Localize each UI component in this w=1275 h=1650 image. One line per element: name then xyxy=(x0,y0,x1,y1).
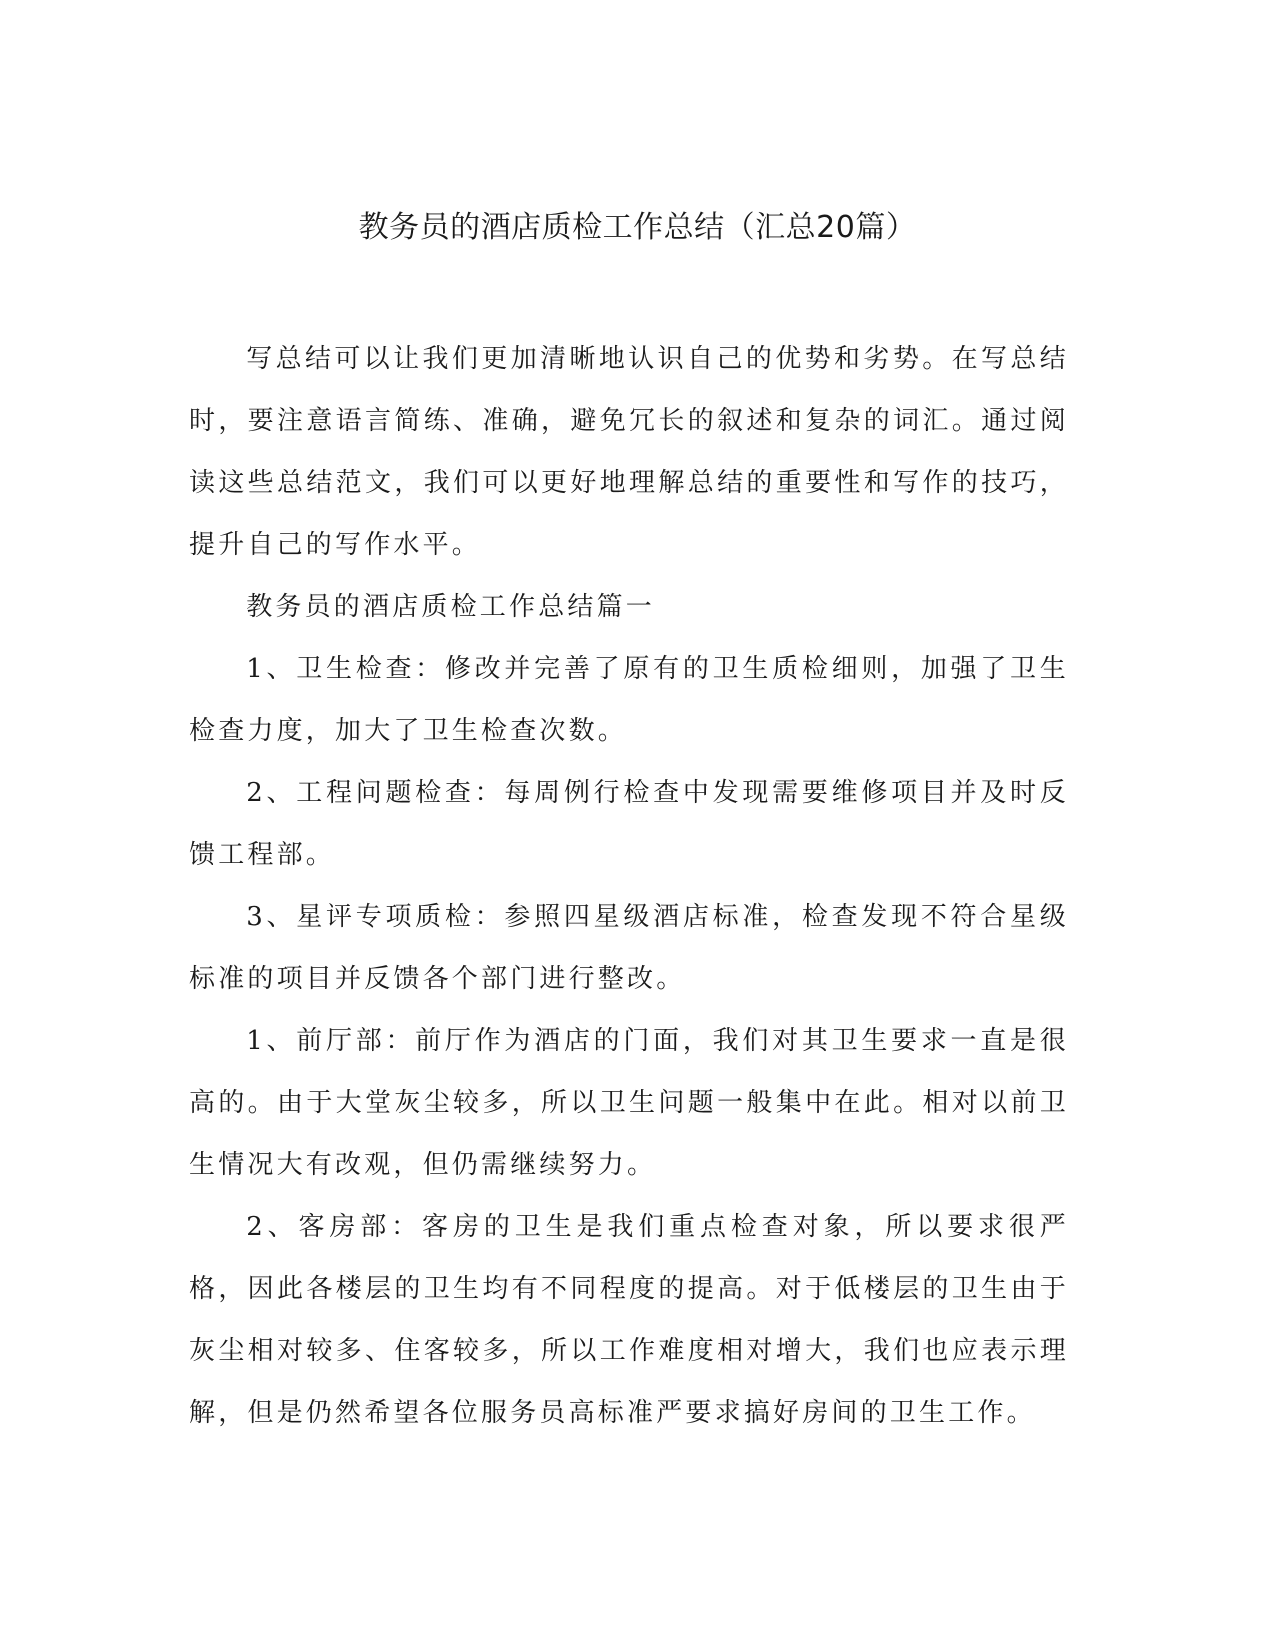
paragraph-section-heading: 教务员的酒店质检工作总结篇一 xyxy=(246,592,655,622)
document-title: 教务员的酒店质检工作总结（汇总20篇） xyxy=(358,210,917,245)
paragraph-front-office: 1、前厅部：前厅作为酒店的门面，我们对其卫生要求一直是很高的。由于大堂灰尘较多，所以卫生问题一般集中在此。相对以前卫生情况大有改观，但仍需继续努力。 xyxy=(189,1026,1069,1180)
paragraph-engineering-check: 2、工程问题检查：每周例行检查中发现需要维修项目并及时反馈工程部。 xyxy=(189,778,1069,870)
paragraph-hygiene-check: 1、卫生检查：修改并完善了原有的卫生质检细则，加强了卫生检查力度，加大了卫生检查次数。 xyxy=(189,654,1069,746)
paragraph-housekeeping: 2、客房部：客房的卫生是我们重点检查对象，所以要求很严格，因此各楼层的卫生均有不同程度的提高。对于低楼层的卫生由于灰尘相对较多、住客较多，所以工作难度相对增大，我们也应表示理解，但是仍然希望各位服务员高标准严要求搞好房间的卫生工作。 xyxy=(189,1212,1069,1428)
paragraph-intro: 写总结可以让我们更加清晰地认识自己的优势和劣势。在写总结时，要注意语言简练、准确，避免冗长的叙述和复杂的词汇。通过阅读这些总结范文，我们可以更好地理解总结的重要性和写作的技巧，提升自己的写作水平。 xyxy=(189,344,1069,560)
paragraph-star-rating-check: 3、星评专项质检：参照四星级酒店标准，检查发现不符合星级标准的项目并反馈各个部门进行整改。 xyxy=(189,902,1069,994)
document-body xyxy=(189,328,1069,1444)
